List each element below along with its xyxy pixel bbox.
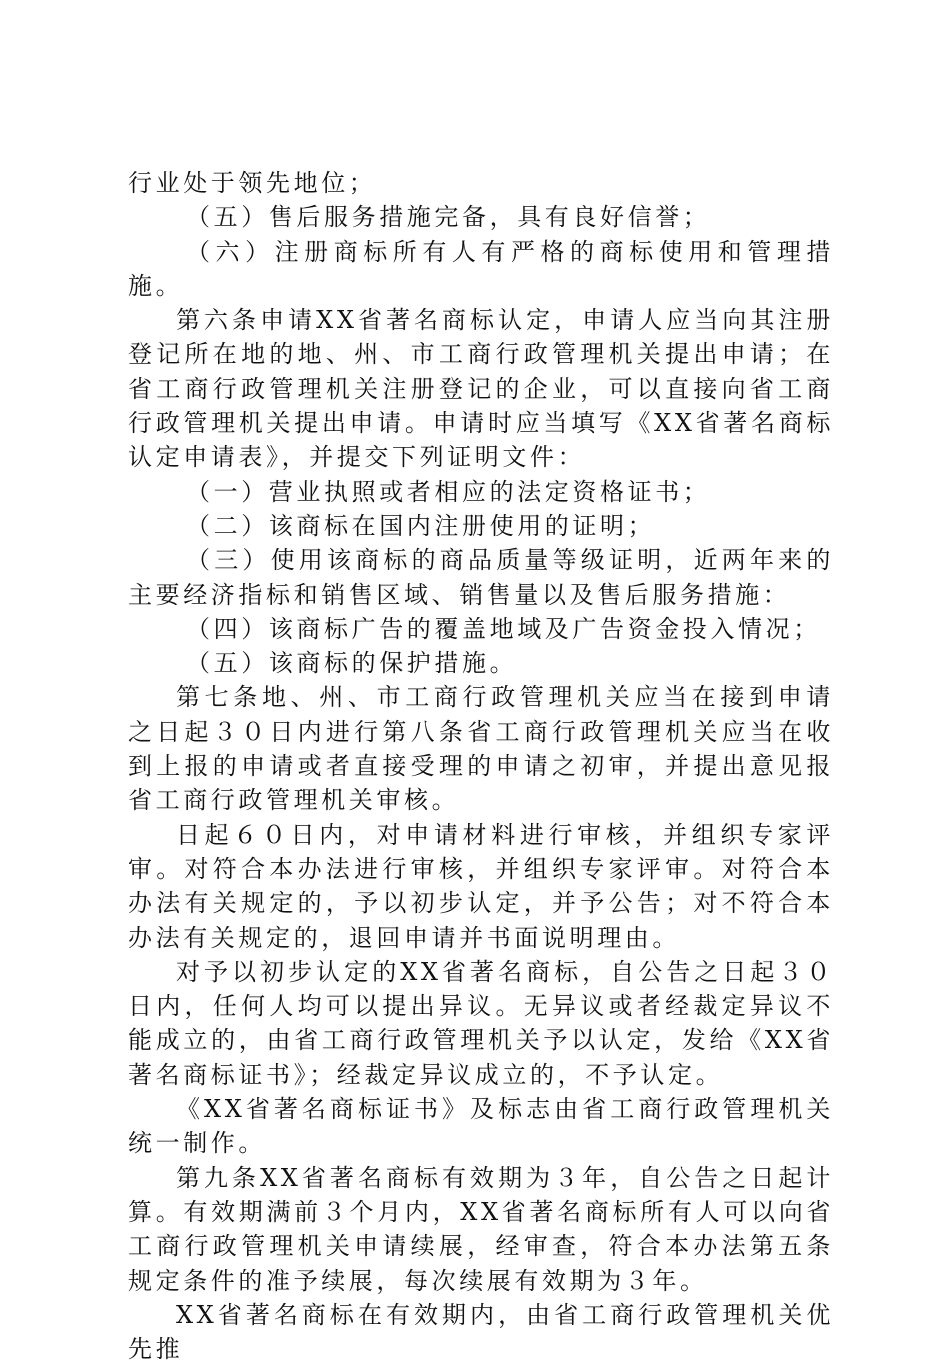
paragraph-continuation: 行业处于领先地位； xyxy=(128,169,377,197)
objection-paragraph: 对予以初步认定的XX省著名商标，自公告之日起３０日内，任何人均可以提出异议。无异议或者经裁定异议不能成立的，由省工商行政管理机关予以认定，发给《XX省著名商标证书》；经裁定异议成立的，不予认定。 xyxy=(128,957,834,1089)
article-7-paragraph: 第七条地、州、市工商行政管理机关应当在接到申请之日起３０日内进行第八条省工商行政管理机关应当在收到上报的申请或者直接受理的申请之初审，并提出意见报省工商行政管理机关审核。 xyxy=(128,683,834,815)
list-item: （三）使用该商标的商品质量等级证明，近两年来的主要经济指标和销售区域、销售量以及售后服务措施： xyxy=(128,546,834,609)
certificate-paragraph: 《XX省著名商标证书》及标志由省工商行政管理机关统一制作。 xyxy=(128,1095,834,1158)
review-paragraph: 日起６０日内，对申请材料进行审核，并组织专家评审。对符合本办法进行审核，并组织专家评审。对符合本办法有关规定的，予以初步认定，并予公告；对不符合本办法有关规定的，退回申请并书面说明理由。 xyxy=(128,820,834,952)
article-6-paragraph: 第六条申请XX省著名商标认定，申请人应当向其注册登记所在地的地、州、市工商行政管理机关提出申请；在省工商行政管理机关注册登记的企业，可以直接向省工商行政管理机关提出申请。申请时应当填写《XX省著名商标认定申请表》，并提交下列证明文件： xyxy=(128,306,834,472)
list-item: （五）售后服务措施完备，具有良好信誉； xyxy=(186,203,711,232)
article-9-paragraph: 第九条XX省著名商标有效期为３年，自公告之日起计算。有效期满前３个月内，XX省著名商标所有人可以向省工商行政管理机关申请续展，经审查，符合本办法第五条规定条件的准予续展，每次续展有效期为３年。 xyxy=(128,1163,834,1295)
document-body xyxy=(128,166,834,1366)
list-item: （六）注册商标所有人有严格的商标使用和管理措施。 xyxy=(128,237,834,300)
closing-paragraph: XX省著名商标在有效期内，由省工商行政管理机关优先推 xyxy=(128,1300,834,1364)
list-item: （一）营业执照或者相应的法定资格证书； xyxy=(186,477,711,506)
list-item: （二）该商标在国内注册使用的证明； xyxy=(186,511,656,540)
list-item: （五）该商标的保护措施。 xyxy=(186,649,518,678)
list-item: （四）该商标广告的覆盖地域及广告资金投入情况； xyxy=(186,614,821,643)
